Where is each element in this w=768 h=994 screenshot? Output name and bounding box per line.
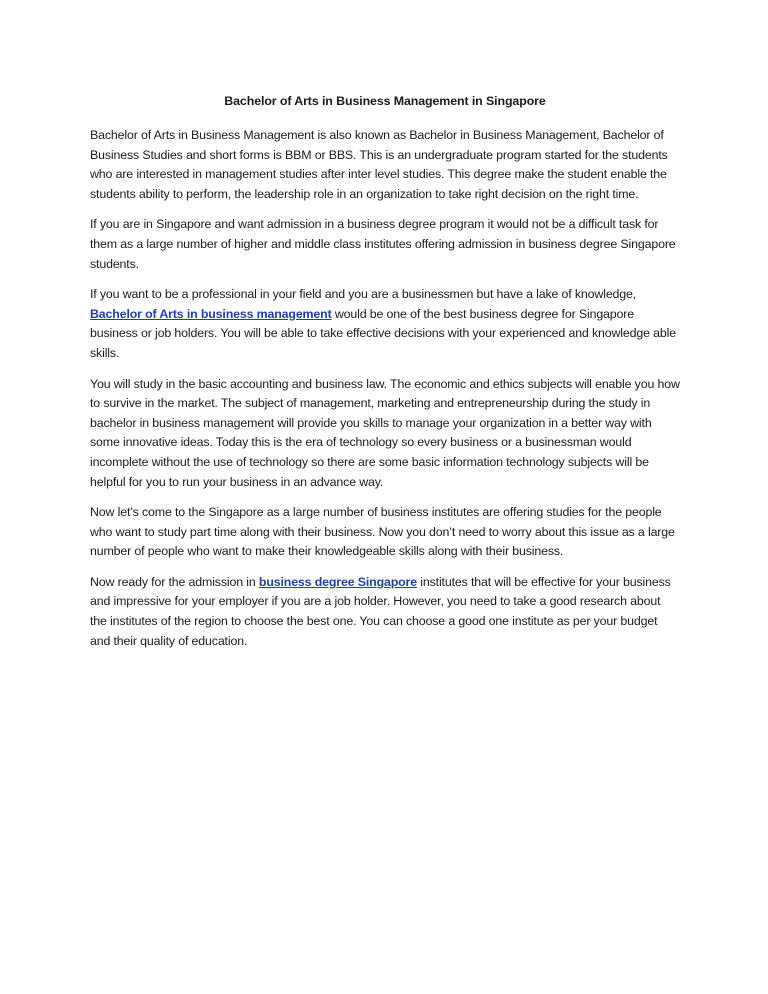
paragraph-admission: If you are in Singapore and want admission in a business degree program it would not be a difficult task for them as a large number of higher and middle class institutes offering admission in business degree Singapore students. <box>90 217 676 271</box>
paragraph-text: If you want to be a professional in your field and you are a businessmen but have a lake of knowledge, <box>90 287 637 302</box>
paragraph-text: Now ready for the admission in <box>90 574 259 589</box>
business-degree-singapore-link[interactable]: business degree Singapore <box>258 574 417 589</box>
paragraph-part-time: Now let’s come to the Singapore as a large number of business institutes are offering studies for the people who want to study part time along with their business. Now you don’t need to worry about this issue as a large number of people who want to make their knowledgeable skills along with their business. <box>90 505 675 559</box>
paragraph-conclusion <box>90 573 680 651</box>
document-title: Bachelor of Arts in Business Management in Singapore <box>224 94 546 108</box>
paragraph-professional <box>90 285 680 363</box>
paragraph-text: institutes that will be effective for your business and impressive for your employer if you are a job holder. However, you need to take a good research about the institutes of the region to choose the best one. You can choose a good one institute as per your budget and their quality of education. <box>90 574 671 648</box>
paragraph-intro: Bachelor of Arts in Business Management is also known as Bachelor in Business Management, Bachelor of Business Studies and short forms is BBM or BBS. This is an undergraduate program started for the students who are interested in management studies after inter level studies. This degree make the student enable the students ability to perform, the leadership role in an organization to take right decision on the right time. <box>90 128 668 201</box>
paragraph-curriculum: You will study in the basic accounting and business law. The economic and ethics subjects will enable you how to survive in the market. The subject of management, marketing and entrepreneurship during the study in bachelor in business management will provide you skills to manage your organization in a better way with some innovative ideas. Today this is the era of technology so every business or a businessman would incomplete without the use of technology so there are some basic information technology subjects will be helpful for you to run your business in an advance way. <box>90 376 680 489</box>
document-body <box>90 93 680 662</box>
paragraph-text: would be one of the best business degree for Singapore business or job holders. You will be able to take effective decisions with your experienced and knowledge able skills. <box>90 306 676 360</box>
bachelor-of-arts-link[interactable]: Bachelor of Arts in business management <box>90 306 332 321</box>
